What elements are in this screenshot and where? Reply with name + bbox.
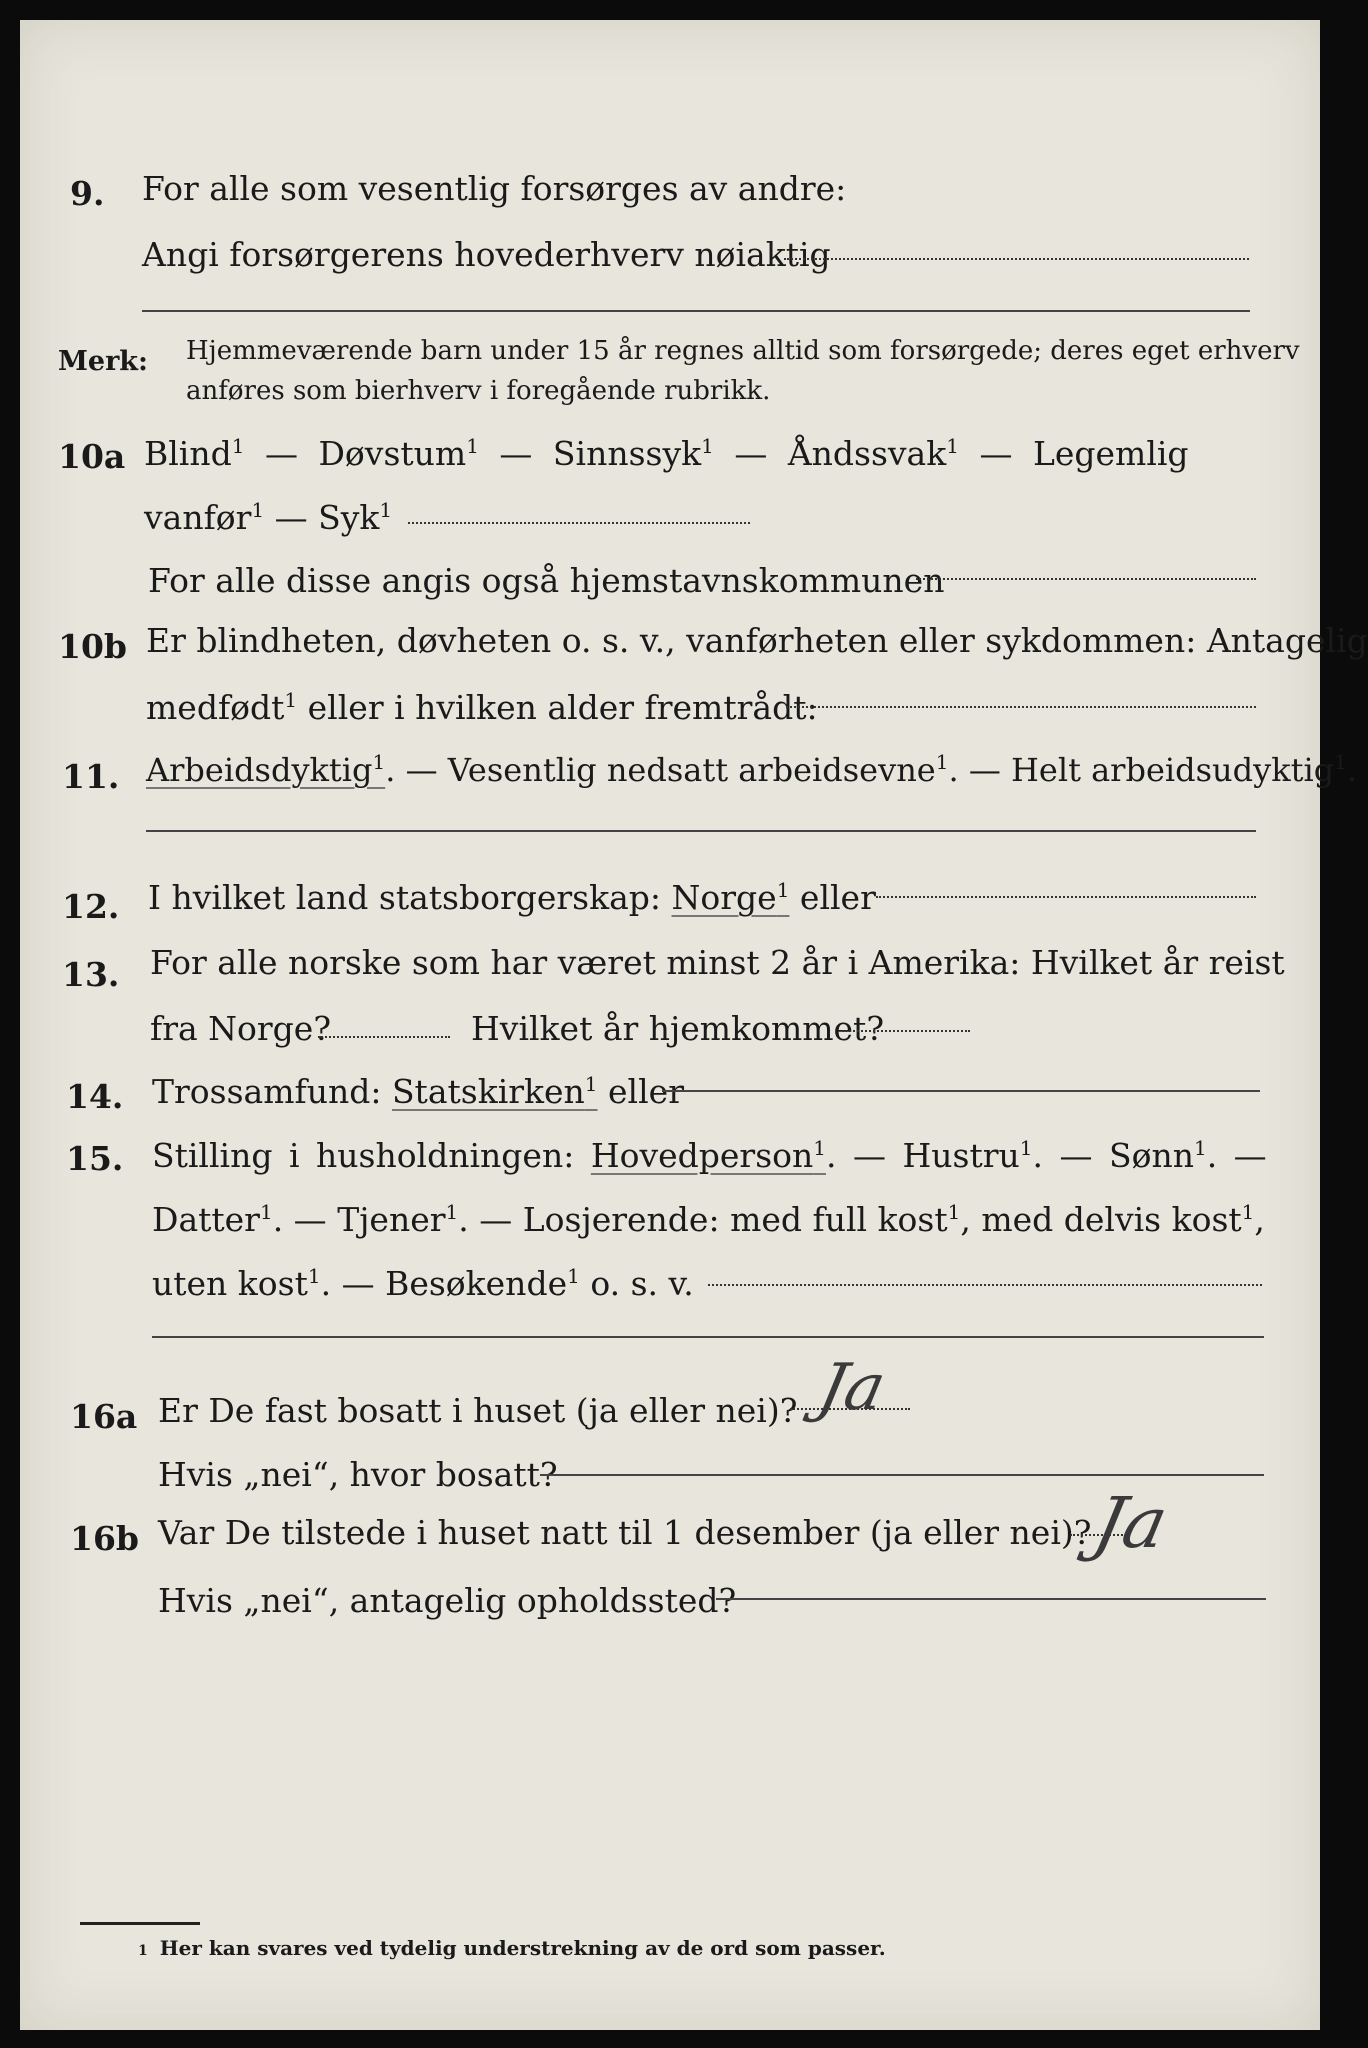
q15-answer-line[interactable] (708, 1284, 1262, 1286)
option-uten-kost[interactable]: uten kost$^1$ (152, 1264, 321, 1303)
option-besokende[interactable]: Besøkende$^1$ (385, 1264, 580, 1303)
question-number-16a: 16a (70, 1397, 138, 1436)
option-dovstum[interactable]: Døvstum$^1$ (318, 434, 479, 473)
footnote: 1 Her kan svares ved tydelig understrekning av de ord som passer. (138, 1936, 886, 1960)
question-number-12: 12. (62, 887, 120, 926)
option-vesentlig-nedsatt[interactable]: Vesentlig nedsatt arbeidsevne$^1$ (447, 750, 949, 789)
question-number-13: 13. (62, 955, 120, 994)
q15-line2: Datter$^1$. — Tjener$^1$. — Losjerende: med full kost$^1$, med delvis kost$^1$, (152, 1200, 1265, 1239)
merk-label: Merk: (58, 346, 148, 377)
q10b-answer-line[interactable] (786, 706, 1256, 708)
q15-line1: Stilling i husholdningen: Hovedperson$^1$. — Hustru$^1$. — Sønn$^1$. — (152, 1136, 1267, 1175)
q9-line2: Angi forsørgerens hovederhverv nøiaktig (142, 235, 831, 274)
option-hustru[interactable]: Hustru$^1$ (902, 1136, 1033, 1175)
option-arbeidsdyktig[interactable]: Arbeidsdyktig$^1$ (146, 750, 386, 789)
option-vanfor[interactable]: vanfør$^1$ (144, 498, 265, 537)
option-blind[interactable]: Blind$^1$ (144, 434, 245, 473)
question-number-15: 15. (66, 1139, 124, 1178)
q9-answer-line[interactable] (784, 258, 1249, 260)
q10a-line3: For alle disse angis også hjemstavnskommunen (148, 561, 945, 600)
q12-answer-line[interactable] (876, 896, 1256, 898)
q16b-opphold-line[interactable] (716, 1598, 1266, 1600)
option-norge[interactable]: Norge$^1$ (671, 878, 790, 917)
q15-line3: uten kost$^1$. — Besøkende$^1$ o. s. v. (152, 1264, 694, 1303)
option-tjener[interactable]: Tjener$^1$ (337, 1200, 459, 1239)
option-syk[interactable]: Syk$^1$ (318, 498, 393, 537)
question-number-14: 14. (66, 1077, 124, 1116)
question-number-10b: 10b (58, 627, 127, 666)
q16b-line1: Var De tilstede i huset natt til 1 desember (ja eller nei)? (158, 1513, 1092, 1552)
q13-fra-norge-line[interactable] (318, 1036, 450, 1038)
q10b-line2: medfødt$^1$ eller i hvilken alder fremtrådt: (146, 688, 818, 727)
question-number-11: 11. (62, 757, 120, 796)
q10a-line1: Blind$^1$ — Døvstum$^1$ — Sinnssyk$^1$ — Åndssvak$^1$ — Legemlig (144, 434, 1189, 473)
option-sinnssyk[interactable]: Sinnssyk$^1$ (552, 434, 714, 473)
q11-answer-line[interactable] (146, 830, 1256, 832)
q14-answer-line[interactable] (662, 1090, 1260, 1092)
q16a-line2: Hvis „nei“, hvor bosatt? (158, 1455, 558, 1494)
option-statskirken[interactable]: Statskirken$^1$ (391, 1072, 598, 1111)
q16a-hvor-line[interactable] (540, 1474, 1264, 1476)
q13-hjemkommet-line[interactable] (842, 1030, 970, 1032)
option-legemlig[interactable]: Legemlig (1032, 434, 1189, 473)
q16a-handwritten-answer[interactable]: Ja (812, 1351, 892, 1425)
q12-line1: I hvilket land statsborgerskap: Norge$^1$ eller (148, 878, 876, 917)
footnote-rule (80, 1922, 200, 1925)
question-number-10a: 10a (58, 437, 126, 476)
option-datter[interactable]: Datter$^1$ (152, 1200, 273, 1239)
option-full-kost[interactable]: med full kost$^1$ (730, 1200, 961, 1239)
q13-line1: For alle norske som har været minst 2 år i Amerika: Hvilket år reist (150, 943, 1285, 982)
option-sonn[interactable]: Sønn$^1$ (1108, 1136, 1207, 1175)
question-number-9: 9. (70, 174, 105, 213)
q10a-line2: vanfør$^1$ — Syk$^1$ (144, 498, 393, 537)
q10a-answer-line[interactable] (408, 522, 750, 524)
merk-text-2: anføres som bierhverv i foregående rubrikk. (186, 376, 771, 406)
option-hovedperson[interactable]: Hovedperson$^1$ (590, 1136, 826, 1175)
q11-line1: Arbeidsdyktig$^1$. — Vesentlig nedsatt arbeidsevne$^1$. — Helt arbeidsudyktig$^1$. (146, 750, 1358, 789)
q16b-line2: Hvis „nei“, antagelig opholdssted? (158, 1581, 737, 1620)
merk-text-1: Hjemmeværende barn under 15 år regnes alltid som forsørgede; deres eget erhverv (186, 336, 1300, 366)
q15-answer-line-2[interactable] (152, 1336, 1264, 1338)
q9-answer-line-2[interactable] (142, 310, 1250, 312)
q14-line1: Trossamfund: Statskirken$^1$ eller (152, 1072, 684, 1111)
q10b-line1: Er blindheten, døvheten o. s. v., vanførheten eller sykdommen: Antagelig (146, 621, 1368, 660)
option-andssvak[interactable]: Åndssvak$^1$ (787, 434, 959, 473)
question-number-16b: 16b (70, 1519, 139, 1558)
option-delvis-kost[interactable]: med delvis kost$^1$ (981, 1200, 1255, 1239)
q9-line1: For alle som vesentlig forsørges av andre: (142, 169, 847, 208)
q10a-hjemstavn-line[interactable] (916, 578, 1256, 580)
q16a-line1: Er De fast bosatt i huset (ja eller nei)? (158, 1391, 798, 1430)
q13-line2: fra Norge? Hvilket år hjemkommet? (150, 1009, 885, 1048)
option-helt-arbeidsudyktig[interactable]: Helt arbeidsudyktig$^1$ (1010, 750, 1347, 789)
q16b-handwritten-answer[interactable]: Ja (1087, 1482, 1175, 1564)
